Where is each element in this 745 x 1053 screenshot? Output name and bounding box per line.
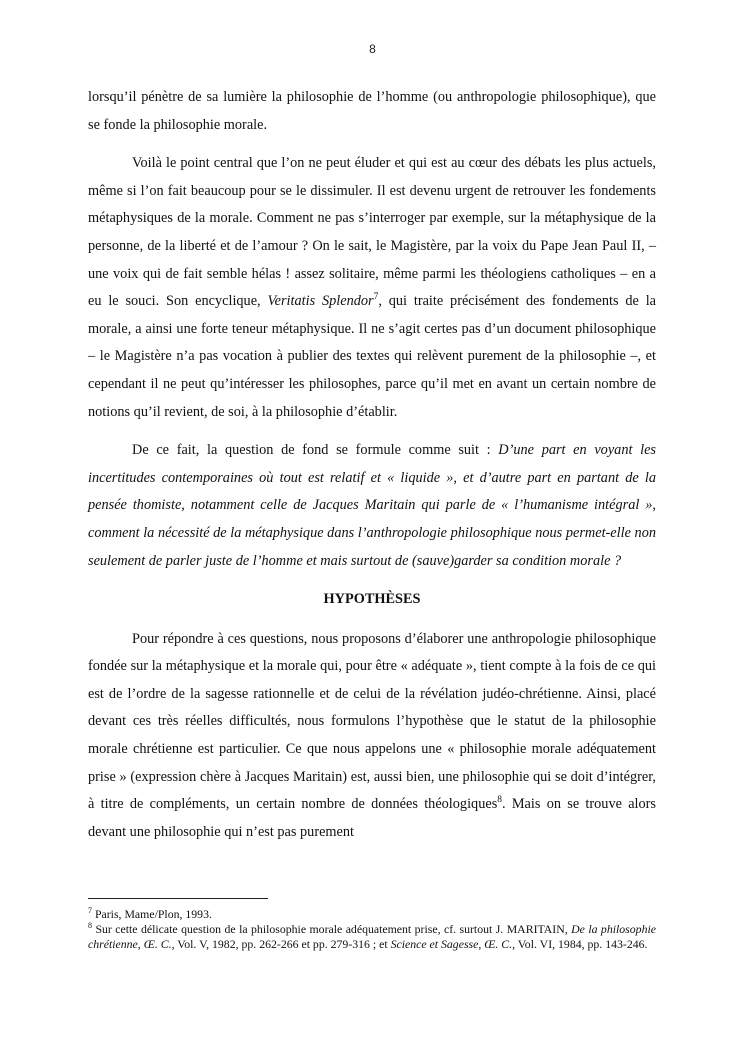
footnote-7-text: Paris, Mame/Plon, 1993.: [92, 907, 212, 921]
footnote-8-text-5: , Vol. VI, 1984, pp. 143-246.: [512, 937, 648, 951]
footnote-8-text-1: Sur cette délicate question de la philosophie morale adéquatement prise, cf. surtout J. MARITAIN,: [92, 922, 572, 936]
body-text: [88, 84, 656, 857]
paragraph-1-text: lorsqu’il pénètre de sa lumière la philosophie de l’homme (ou anthropologie philosophique), que se fonde la philosophie morale.: [88, 89, 656, 133]
paragraph-2: [88, 150, 656, 426]
research-question: D’une part en voyant les incertitudes contemporaines où tout est relatif et « liquide », et d’autre part en partant de la pensée thomiste, notamment celle de Jacques Maritain qui parle de « l’humanisme intégral », comment la nécessité de la métaphysique dans l’anthropologie philosophique nous permet-elle non seulement de parler juste de l’homme et mais surtout de (sauve)garder sa condition morale ?: [88, 442, 656, 569]
footnote-ref-7[interactable]: 7: [373, 292, 379, 303]
footnote-8-text-3: , Vol. V, 1982, pp. 262-266 et pp. 279-316 ; et: [171, 937, 391, 951]
hypotheses-text-end: . Mais on se trouve alors devant une philosophie qui n’est pas purement: [88, 796, 656, 840]
footnotes: [88, 907, 656, 952]
footnote-8: [88, 922, 656, 952]
paragraph-1: [88, 84, 656, 139]
footnote-8-title-2: Science et Sagesse: [390, 937, 479, 951]
footnote-7: [88, 907, 656, 922]
paragraph-question: [88, 437, 656, 575]
hypotheses-text: Pour répondre à ces questions, nous proposons d’élaborer une anthropologie philosophique fondée sur la métaphysique et la morale qui, pour être « adéquate », tient compte à la fois de ce qui est de l’ordre de la sagesse rationnelle et de celui de la révélation judéo-chrétienne. Ainsi, placé devant ces très réelles difficultés, nous formulons l’hypothèse que le statut de la philosophie morale chrétienne est particulier. Ce que nous appelons une « philosophie morale adéquatement prise » (expression chère à Jacques Maritain) est, aussi bien, une philosophie qui se doit d’intégrer, à titre de compléments, un certain nombre de données théologiques: [88, 630, 656, 813]
footnote-8-number: 8: [88, 921, 92, 931]
footnote-8-oc-2: Œ. C.: [484, 937, 513, 951]
page-number: 8: [369, 42, 376, 56]
paragraph-2-text-end: , qui traite précisément des fondements de la morale, a ainsi une forte teneur métaphysique. Il ne s’agit certes pas d’un document philosophique – le Magistère n’a pas vocation à publier des textes qui relèvent purement de la philosophie –, et cependant il ne peut qu’intéresser les philosophes, parce qu’il met en avant un certain nombre de notions qu’il revient, de soi, à la philosophie d’établir.: [88, 293, 657, 420]
footnote-separator: [88, 898, 268, 899]
footnote-ref-8[interactable]: 8: [497, 795, 503, 806]
encyclical-title: Veritatis Splendor: [267, 293, 374, 310]
footnote-8-title-1: De la philosophie chrétienne: [88, 922, 656, 951]
footnote-8-oc-1: Œ. C.: [143, 937, 172, 951]
paragraph-2-text-start: Voilà le point central que l’on ne peut éluder et qui est au cœur des débats les plus actuels, même si l’on fait beaucoup pour se le dissimuler. Il est devenu urgent de retrouver les fondements métaphysiques de la morale. Comment ne pas s’interroger par exemple, sur la métaphysique de la personne, de la liberté et de l’amour ? On le sait, le Magistère, par la voix du Pape Jean Paul II, – une voix qui de fait semble hélas ! assez solitaire, même parmi les théologiens catholiques – en a eu le souci. Son encyclique,: [88, 155, 656, 310]
paragraph-hypotheses: [88, 626, 656, 847]
section-heading: HYPOTHÈSES: [323, 591, 421, 608]
footnote-8-text-4: ,: [478, 937, 485, 951]
question-intro: De ce fait, la question de fond se formule comme suit :: [132, 442, 499, 459]
footnote-7-number: 7: [88, 906, 92, 916]
footnote-8-text-2: ,: [137, 937, 144, 951]
